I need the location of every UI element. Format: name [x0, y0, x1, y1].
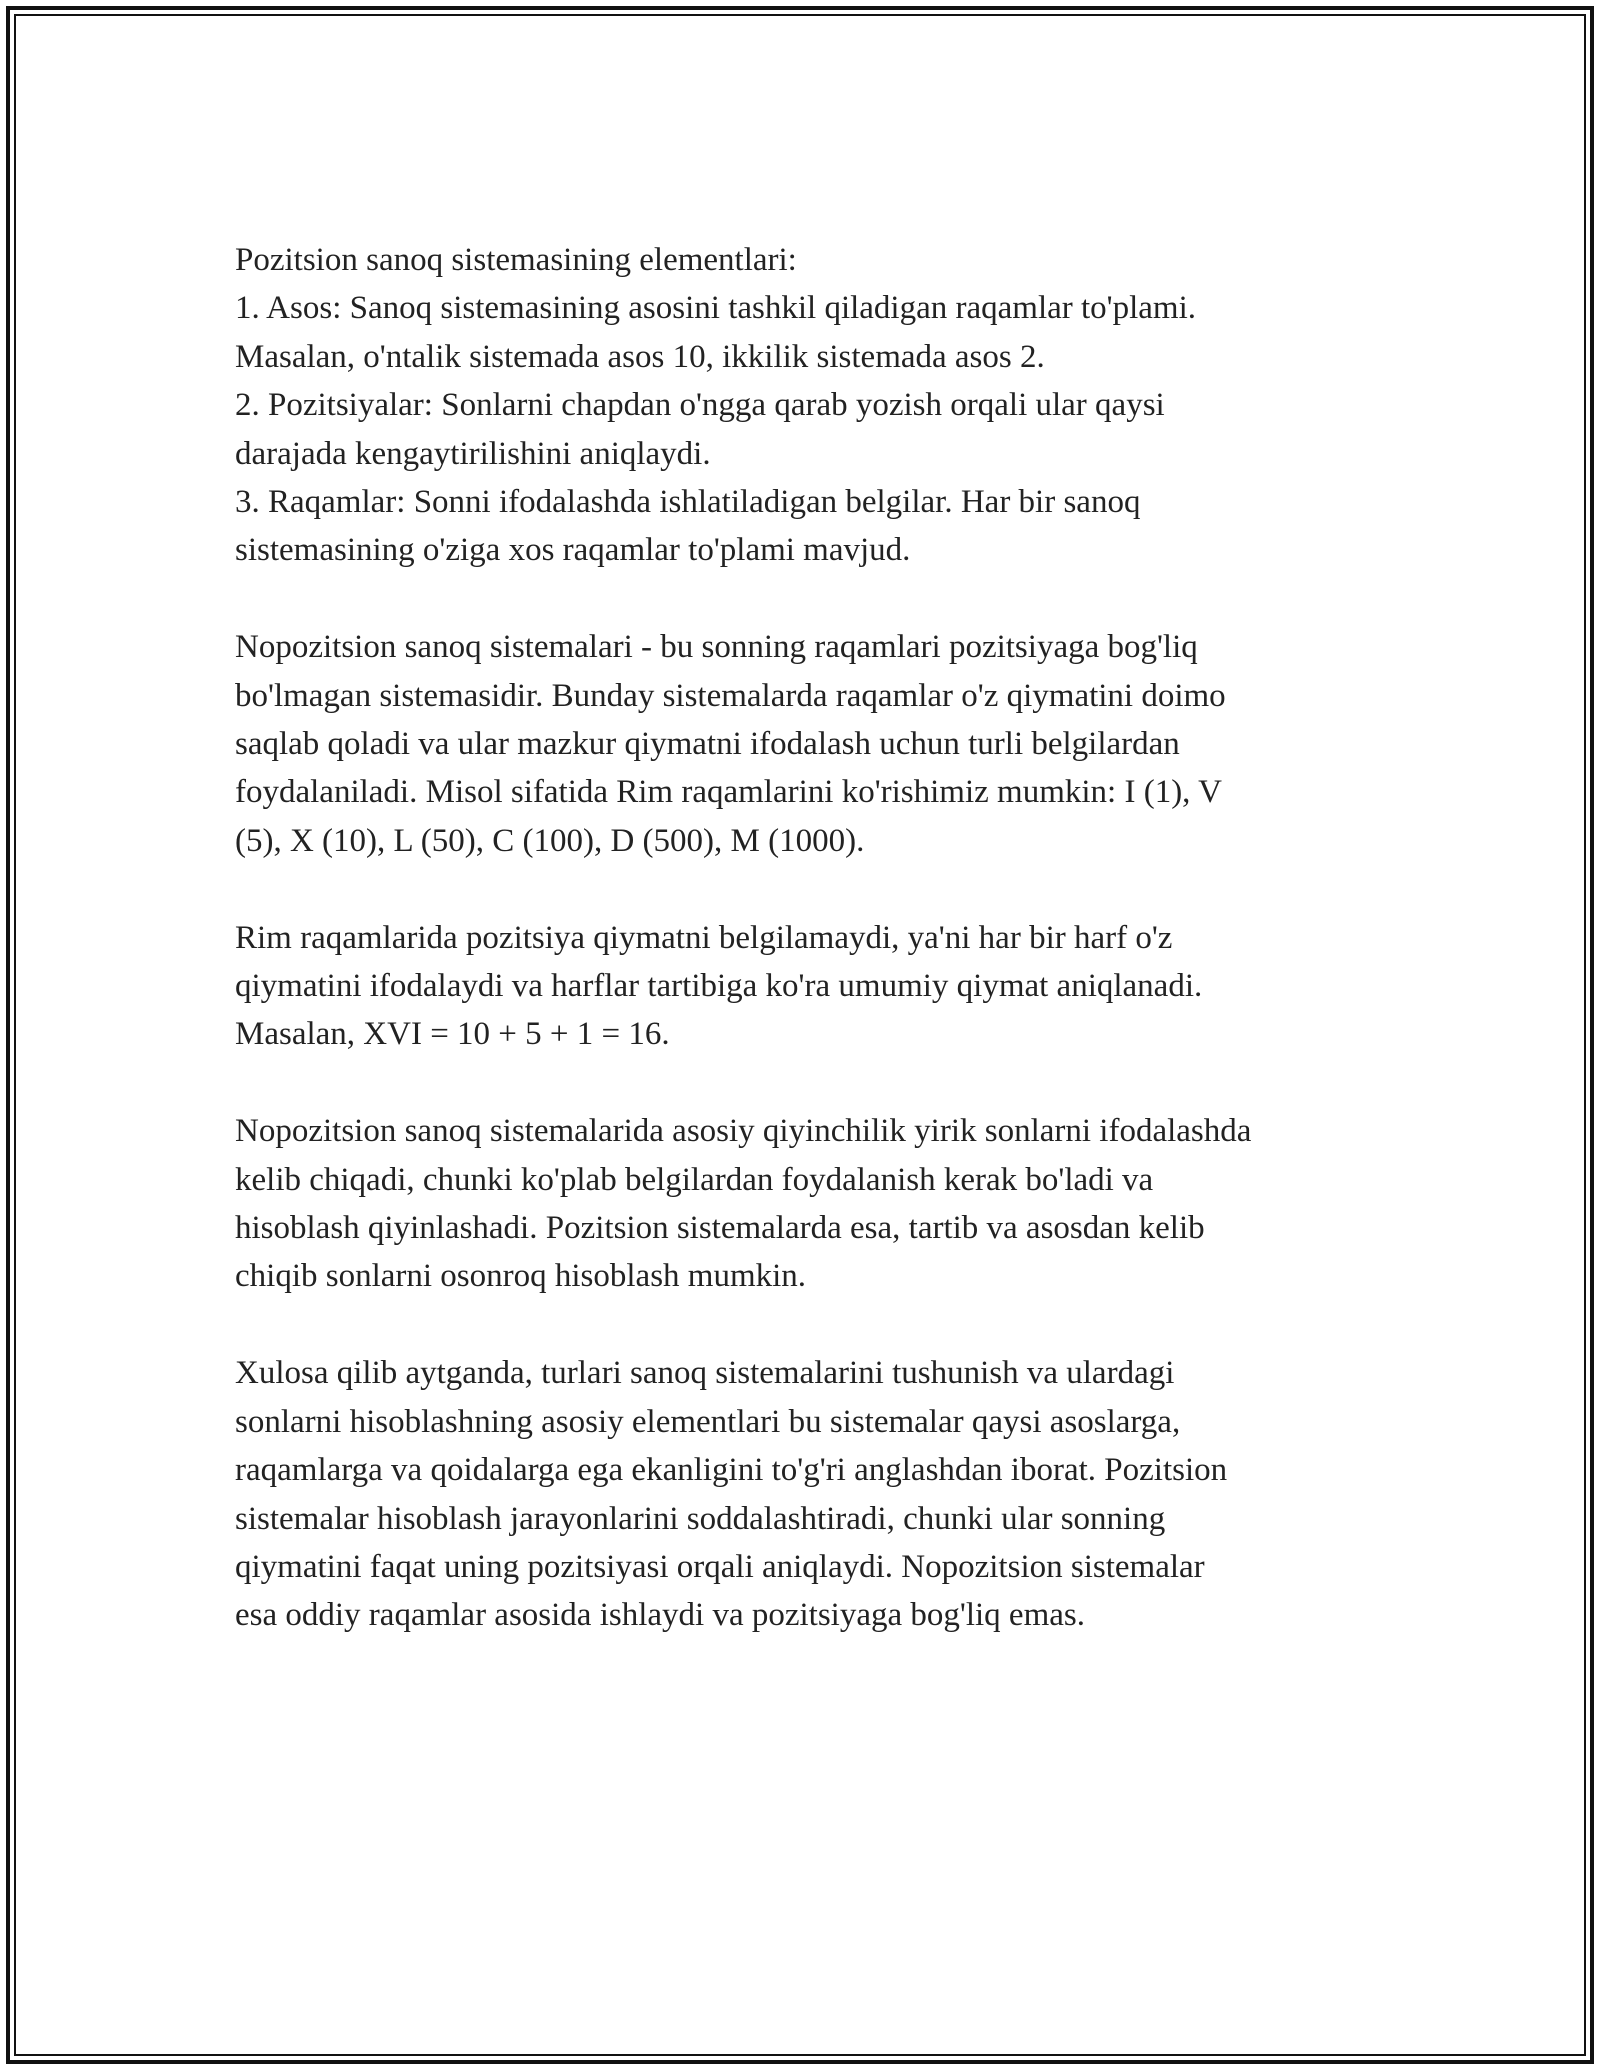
text-line: Rim raqamlarida pozitsiya qiymatni belgilamaydi, ya'ni har bir harf o'z	[235, 919, 1173, 956]
text-line: chiqib sonlarni osonroq hisoblash mumkin.	[235, 1258, 807, 1295]
text-line: Masalan, o'ntalik sistemada asos 10, ikkilik sistemada asos 2.	[235, 338, 1045, 375]
text-line: kelib chiqadi, chunki ko'plab belgilardan foydalanish kerak bo'ladi va	[235, 1161, 1154, 1198]
document-body	[235, 236, 1395, 1640]
text-line: saqlab qoladi va ular mazkur qiymatni ifodalash uchun turli belgilardan	[235, 726, 1180, 763]
text-line: (5), X (10), L (50), C (100), D (500), M (1000).	[235, 822, 865, 859]
text-line: Nopozitsion sanoq sistemalari - bu sonning raqamlari pozitsiyaga bog'liq	[235, 629, 1198, 666]
text-line: Masalan, XVI = 10 + 5 + 1 = 16.	[235, 1016, 670, 1053]
text-line: hisoblash qiyinlashadi. Pozitsion sistemalarda esa, tartib va asosdan kelib	[235, 1210, 1205, 1247]
paragraph-gap	[235, 575, 1395, 623]
text-line: esa oddiy raqamlar asosida ishlaydi va pozitsiyaga bog'liq emas.	[235, 1597, 1085, 1634]
text-line: bo'lmagan sistemasidir. Bunday sistemalarda raqamlar o'z qiymatini doimo	[235, 677, 1226, 714]
paragraph-gap	[235, 865, 1395, 913]
text-line: sonlarni hisoblashning asosiy elementlari bu sistemalar qaysi asoslarga,	[235, 1403, 1181, 1440]
text-line: darajada kengaytirilishini aniqlaydi.	[235, 435, 711, 472]
text-line: raqamlarga va qoidalarga ega ekanligini to'g'ri anglashdan iborat. Pozitsion	[235, 1452, 1228, 1489]
text-line: qiymatini faqat uning pozitsiyasi orqali aniqlaydi. Nopozitsion sistemalar	[235, 1548, 1205, 1585]
text-line: sistemalar hisoblash jarayonlarini soddalashtiradi, chunki ular sonning	[235, 1500, 1166, 1537]
paragraph-gap	[235, 1301, 1395, 1349]
text-line: qiymatini ifodalaydi va harflar tartibiga ko'ra umumiy qiymat aniqlanadi.	[235, 968, 1203, 1005]
text-line: 1. Asos: Sanoq sistemasining asosini tashkil qiladigan raqamlar to'plami.	[235, 290, 1197, 327]
text-line: Pozitsion sanoq sistemasining elementlari:	[235, 242, 797, 278]
text-line: Nopozitsion sanoq sistemalarida asosiy qiyinchilik yirik sonlarni ifodalashda	[235, 1113, 1252, 1150]
paragraph-gap	[235, 1059, 1395, 1107]
text-line: 3. Raqamlar: Sonni ifodalashda ishlatiladigan belgilar. Har bir sanoq	[235, 484, 1141, 521]
text-line: sistemasining o'ziga xos raqamlar to'plami mavjud.	[235, 532, 911, 569]
text-line: foydalaniladi. Misol sifatida Rim raqamlarini ko'rishimiz mumkin: I (1), V	[235, 774, 1222, 811]
text-line: Xulosa qilib aytganda, turlari sanoq sistemalarini tushunish va ulardagi	[235, 1355, 1175, 1392]
text-line: 2. Pozitsiyalar: Sonlarni chapdan o'ngga qarab yozish orqali ular qaysi	[235, 387, 1165, 424]
